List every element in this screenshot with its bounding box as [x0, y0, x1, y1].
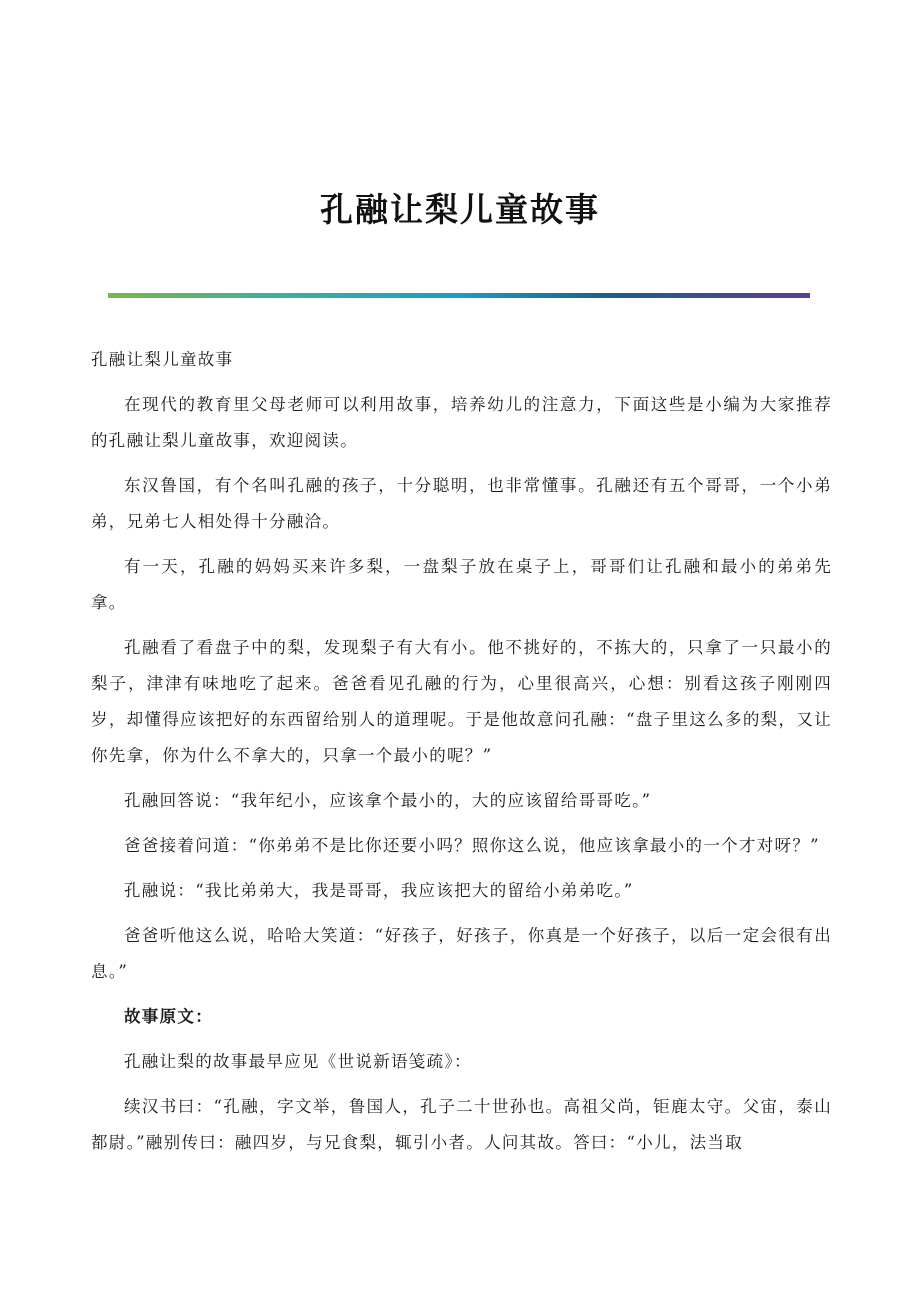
paragraph: 续汉书曰：“孔融，字文举，鲁国人，孔子二十世孙也。高祖父尚，钜鹿太守。父宙，泰山都尉。”融别传曰：融四岁，与兄食梨，辄引小者。人问其故。答曰：“小儿，法当取	[91, 1097, 832, 1152]
paragraph: 孔融让梨的故事最早应见《世说新语笺疏》：	[124, 1052, 472, 1071]
section-heading: 故事原文：	[124, 1007, 213, 1026]
title-divider	[108, 293, 810, 298]
paragraph: 孔融看了看盘子中的梨，发现梨子有大有小。他不挑好的，不拣大的，只拿了一只最小的梨子，津津有味地吃了起来。爸爸看见孔融的行为，心里很高兴，心想：别看这孩子刚刚四岁，却懂得应该把好的东西留给别人的道理呢。于是他故意问孔融：“盘子里这么多的梨，又让你先拿，你为什么不拿大的，只拿一个最小的呢？”	[91, 638, 832, 765]
paragraph: 孔融回答说：“我年纪小，应该拿个最小的，大的应该留给哥哥吃。”	[124, 791, 652, 810]
document-body	[91, 342, 832, 1170]
paragraph: 东汉鲁国，有个名叫孔融的孩子，十分聪明，也非常懂事。孔融还有五个哥哥，一个小弟弟，兄弟七人相处得十分融洽。	[91, 476, 832, 531]
paragraph: 爸爸接着问道：“你弟弟不是比你还要小吗？照你这么说，他应该拿最小的一个才对呀？”	[124, 836, 820, 855]
paragraph: 爸爸听他这么说，哈哈大笑道：“好孩子，好孩子，你真是一个好孩子，以后一定会很有出息。”	[91, 926, 832, 981]
paragraph: 孔融说：“我比弟弟大，我是哥哥，我应该把大的留给小弟弟吃。”	[124, 881, 634, 900]
paragraph: 在现代的教育里父母老师可以利用故事，培养幼儿的注意力，下面这些是小编为大家推荐的孔融让梨儿童故事，欢迎阅读。	[91, 395, 832, 450]
document-title: 孔融让梨儿童故事	[320, 190, 600, 229]
paragraph: 有一天，孔融的妈妈买来许多梨，一盘梨子放在桌子上，哥哥们让孔融和最小的弟弟先拿。	[91, 557, 832, 612]
paragraph-heading: 孔融让梨儿童故事	[91, 350, 234, 369]
